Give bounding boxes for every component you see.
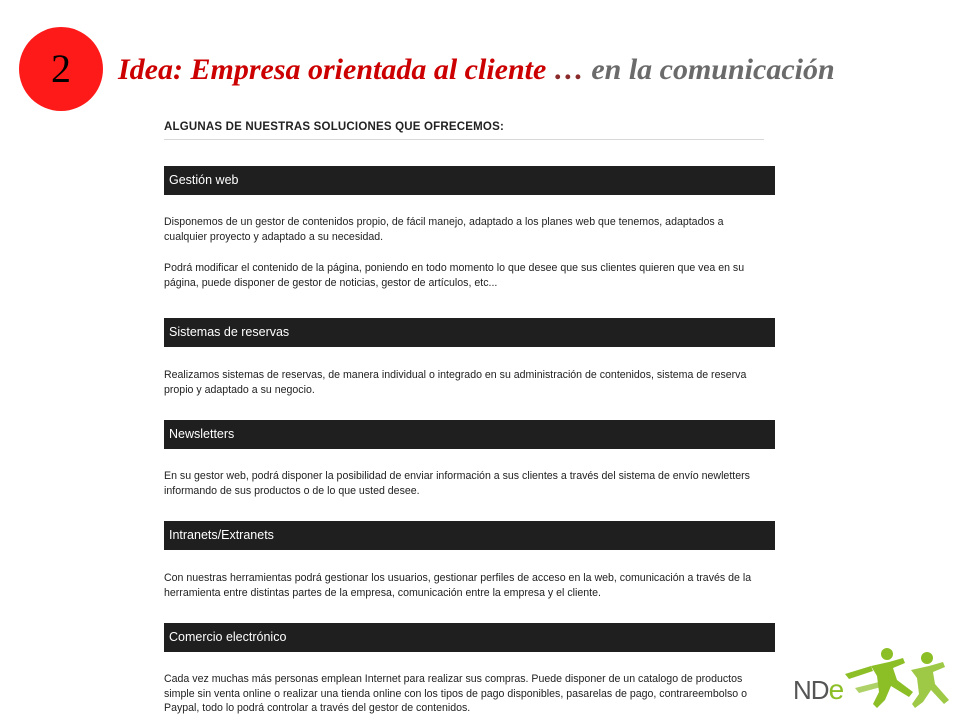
slide-title-sub: en la comunicación xyxy=(591,53,835,86)
running-figures-icon xyxy=(841,644,951,714)
section-paragraph: Cada vez muchas más personas emplean Internet para realizar sus compras. Puede disponer de un catalogo de productos simple sin venta online o realizar una tienda online con los tipos de pago disponibles, pasarelas de pago, contrareembolso o Paypal, todo lo podrá controlar a través del gestor de contenidos. xyxy=(164,673,748,714)
section-title-bar[interactable]: Sistemas de reservas xyxy=(164,318,775,347)
slide-title xyxy=(118,52,835,88)
section-paragraph: Con nuestras herramientas podrá gestionar los usuarios, gestionar perfiles de acceso en la web, comunicación a través de la herramienta entre distintas partes de la empresa, comunicación entre la empresa y el cliente. xyxy=(164,572,752,599)
slide-number: 2 xyxy=(51,46,71,91)
section-title-bar[interactable]: Newsletters xyxy=(164,420,775,449)
logo-wordmark: NDe xyxy=(793,674,844,705)
section-newsletters xyxy=(164,420,775,498)
section-title-bar[interactable]: Intranets/Extranets xyxy=(164,521,775,550)
section-title-bar[interactable]: Comercio electrónico xyxy=(164,623,775,652)
section-title-bar[interactable]: Gestión web xyxy=(164,166,775,195)
slide-number-badge xyxy=(19,27,103,111)
slide-title-ellipsis: … xyxy=(546,53,592,86)
section-paragraph: En su gestor web, podrá disponer la posibilidad de enviar información a sus clientes a través del sistema de envío newletters informando de sus productos o de lo que usted desee. xyxy=(164,470,750,497)
section-paragraph: Realizamos sistemas de reservas, de manera individual o integrado en su administración de contenidos, sistema de reserva propio y adaptado a su negocio. xyxy=(164,369,747,396)
section-comercio-electronico xyxy=(164,623,775,716)
section-intranets xyxy=(164,521,775,600)
section-paragraph: Podrá modificar el contenido de la página, poniendo en todo momento lo que desee que sus clientes quieren que vea en su página, puede disponer de gestor de noticias, gestor de artículos, etc... xyxy=(164,262,745,289)
section-sistemas-reservas xyxy=(164,318,775,397)
webpage-screenshot xyxy=(164,119,775,714)
section-gestion-web xyxy=(164,166,775,290)
company-logo xyxy=(793,644,953,714)
slide-title-main: Idea: Empresa orientada al cliente xyxy=(118,53,547,86)
solutions-heading: ALGUNAS DE NUESTRAS SOLUCIONES QUE OFRECEMOS: xyxy=(164,119,764,140)
section-paragraph: Disponemos de un gestor de contenidos propio, de fácil manejo, adaptado a los planes web que tenemos, adaptados a cualquier proyecto y adaptado a su necesidad. xyxy=(164,216,724,243)
